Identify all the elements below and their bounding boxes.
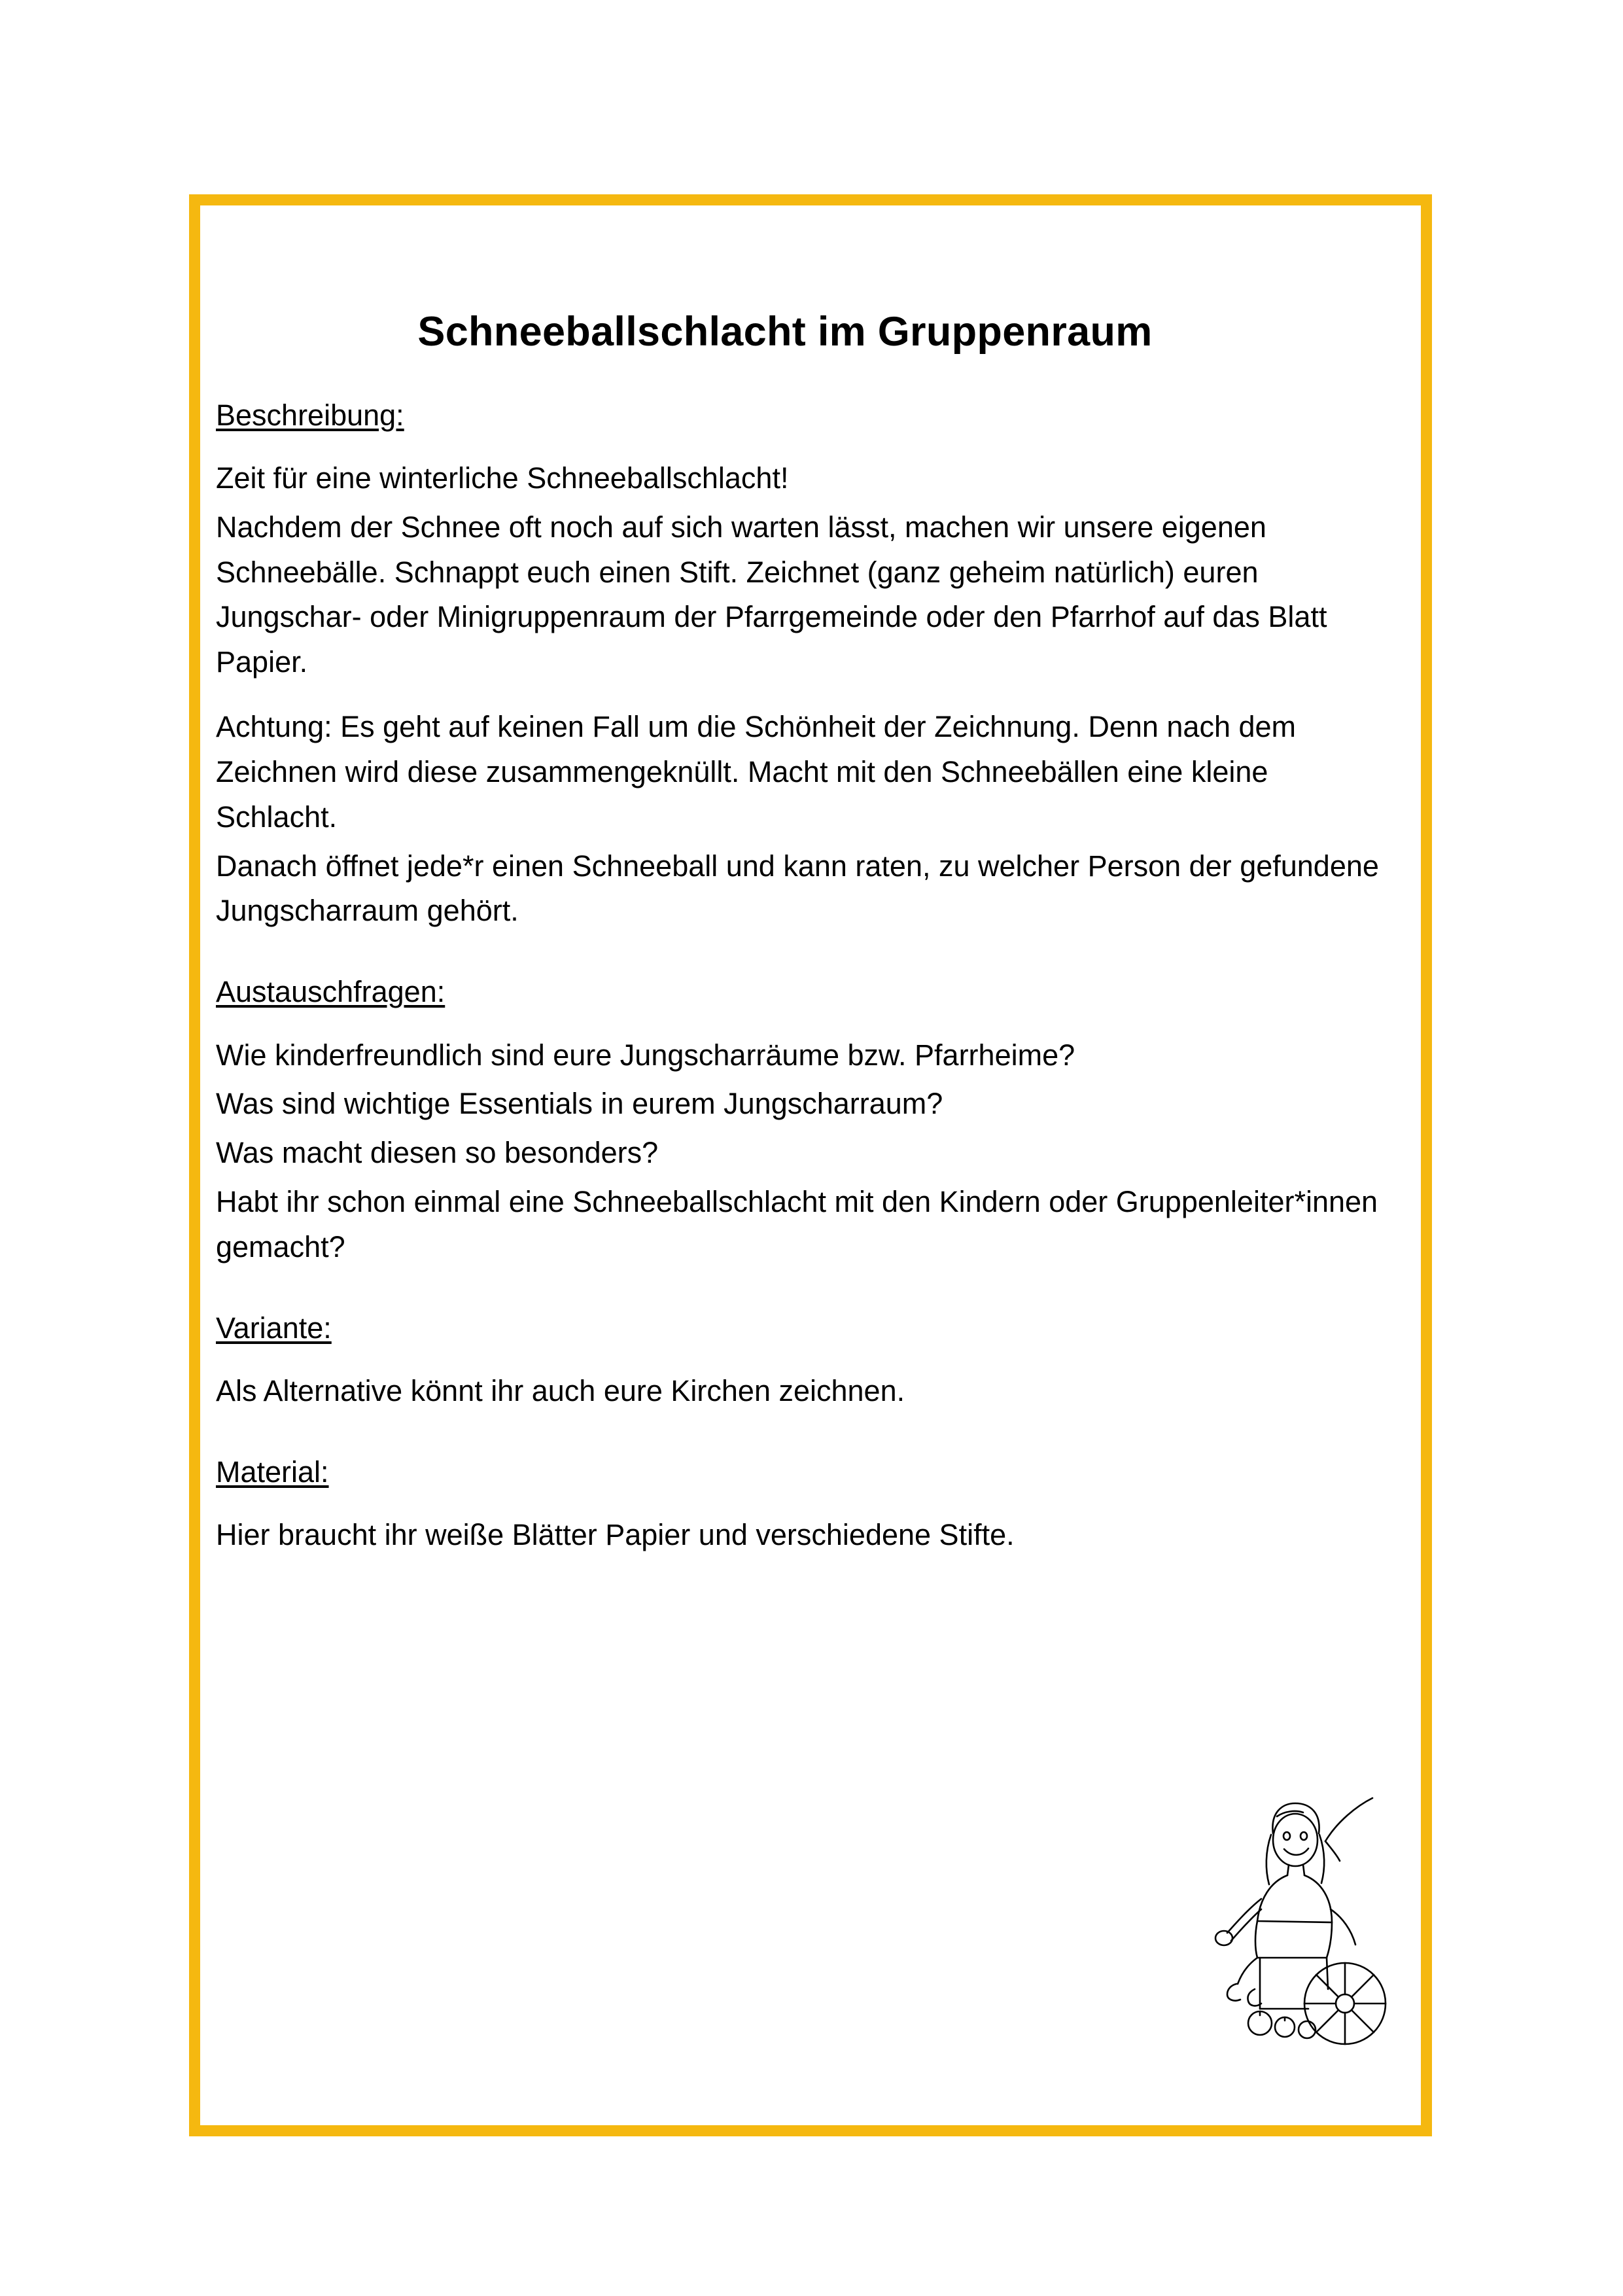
document-content — [216, 308, 1413, 1558]
section-heading-material: Material: — [216, 1455, 329, 1489]
paragraph-austauschfragen-2: Was sind wichtige Essentials in eurem Jungscharraum? — [216, 1087, 943, 1121]
page-title: Schneeballschlacht im Gruppenraum — [417, 309, 1153, 355]
wheelchair-girl-icon — [1197, 1793, 1400, 2068]
paragraph-beschreibung-2: Nachdem der Schnee oft noch auf sich warten lässt, machen wir unsere eigenen Schneebälle. Schnappt euch einen Stift. Zeichnet (ganz geheim natürlich) euren Jungschar- oder Minigruppenraum der Pfarrgemeinde oder den Pfarrhof auf das Blatt Papier. — [216, 510, 1327, 679]
paragraph-variante-1: Als Alternative könnt ihr auch eure Kirchen zeichnen. — [216, 1374, 905, 1407]
paragraph-beschreibung-1: Zeit für eine winterliche Schneeballschlacht! — [216, 461, 789, 495]
section-heading-austauschfragen: Austauschfragen: — [216, 975, 445, 1009]
paragraph-beschreibung-3: Achtung: Es geht auf keinen Fall um die Schönheit der Zeichnung. Denn nach dem Zeichnen wird diese zusammengeknüllt. Macht mit den Schneebällen eine kleine Schlacht. — [216, 710, 1297, 834]
paragraph-beschreibung-4: Danach öffnet jede*r einen Schneeball und kann raten, zu welcher Person der gefundene Jungscharraum gehört. — [216, 849, 1379, 928]
paragraph-austauschfragen-4: Habt ihr schon einmal eine Schneeballschlacht mit den Kindern oder Gruppenleiter*innen gemacht? — [216, 1185, 1378, 1263]
paragraph-austauschfragen-1: Wie kinderfreundlich sind eure Jungscharräume bzw. Pfarrheime? — [216, 1038, 1075, 1072]
section-heading-beschreibung: Beschreibung: — [216, 398, 404, 432]
paragraph-austauschfragen-3: Was macht diesen so besonders? — [216, 1136, 659, 1170]
section-heading-variante: Variante: — [216, 1311, 332, 1345]
paragraph-material-1: Hier braucht ihr weiße Blätter Papier und verschiedene Stifte. — [216, 1518, 1015, 1552]
